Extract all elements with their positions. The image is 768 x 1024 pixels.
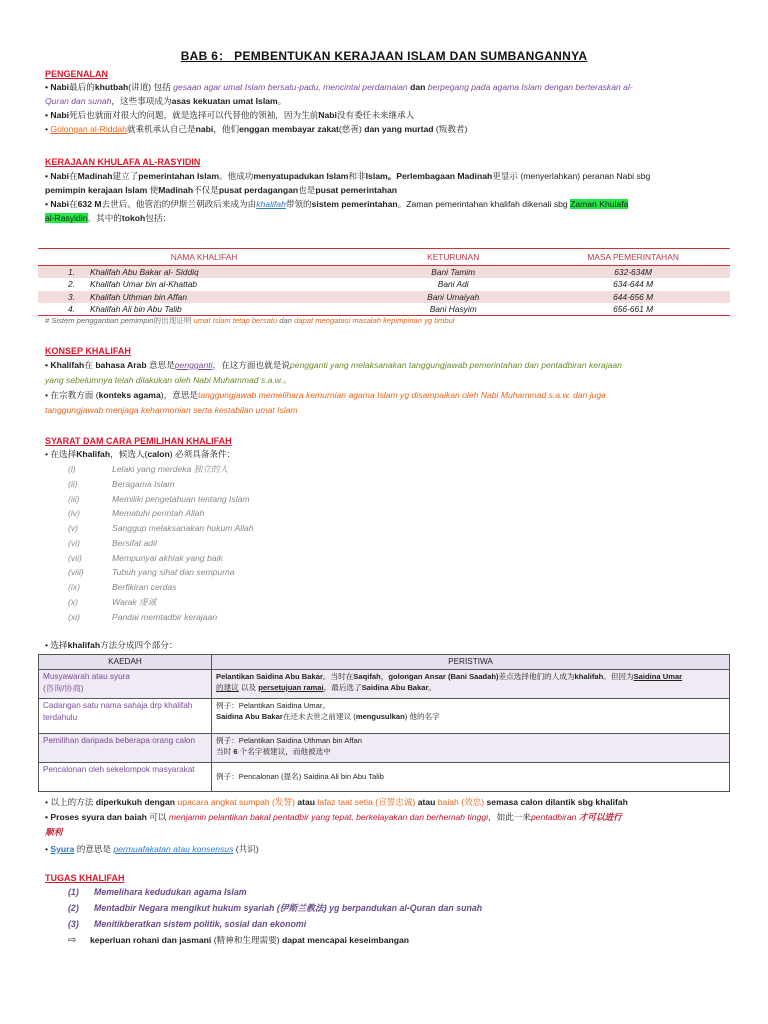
text: 例子：Pelantikan Saidina Uthman bin Affan xyxy=(216,735,362,745)
khulafa-line-4 xyxy=(45,212,725,224)
list-item xyxy=(68,537,157,549)
item-number: (ix) xyxy=(68,582,80,592)
text: Saidina Abu Bakar xyxy=(216,711,283,721)
text: tanggungjawab menjaga keharmonian serta kestabilan umat Islam xyxy=(45,405,298,415)
text: )，意思是 xyxy=(160,390,198,400)
text: 的意思是 xyxy=(76,844,112,854)
text: Nabi xyxy=(318,110,337,120)
list-item xyxy=(68,478,175,490)
text: 可以 xyxy=(149,812,167,822)
text: gesaan agar umat Islam bersatu-padu, mencintai perdamaian xyxy=(173,82,408,92)
page-title: BAB 6： PEMBENTUKAN KERAJAAN ISLAM DAN SUMBANGANNYA xyxy=(180,49,588,63)
keturunan-cell: Bani Adi xyxy=(437,279,469,290)
list-item xyxy=(68,902,482,915)
table-row xyxy=(38,303,730,316)
text: sistem pemerintahan xyxy=(311,199,398,209)
text: • 在宗教方面 ( xyxy=(45,390,99,400)
golongan-al-riddah-link[interactable]: Golongan al-Riddah xyxy=(50,124,127,134)
khalifah-name-cell xyxy=(38,303,370,316)
konsep-line-3 xyxy=(45,389,725,401)
text: enggan membayar zakat xyxy=(239,124,339,134)
text: bahasa Arab xyxy=(95,360,147,370)
tugas-result-line xyxy=(68,934,748,949)
text: 。但因为 xyxy=(603,671,634,681)
text: Saidina Abu Bakar xyxy=(361,682,429,692)
text: khalifah xyxy=(574,671,604,681)
text: (叛教者) xyxy=(433,124,468,134)
col-header-kaedah: KAEDAH xyxy=(39,655,212,670)
text: Khalifah xyxy=(76,449,111,459)
table-row xyxy=(38,266,730,279)
text: asas kekuatan umat Islam xyxy=(171,96,278,106)
khalifah-name: Khalifah Umar bin al-Khattab xyxy=(90,279,198,290)
peristiwa-cell xyxy=(212,733,730,762)
item-text: Lelaki yang merdeka 独立的人 xyxy=(112,464,229,474)
section-heading-konsep: KONSEP KHALIFAH xyxy=(45,346,131,356)
item-number: (1) xyxy=(68,887,79,897)
item-number: (xi) xyxy=(68,612,80,622)
syura-link[interactable]: Syura xyxy=(50,844,75,854)
text: (讲道) 包括 xyxy=(128,82,171,92)
text: • Nabi xyxy=(45,171,70,181)
list-item xyxy=(68,611,217,623)
table-row xyxy=(39,698,730,733)
text: 的建议 xyxy=(216,682,239,692)
item-number: (x) xyxy=(68,597,79,607)
after-line-3 xyxy=(45,826,725,838)
item-number: (vii) xyxy=(68,553,82,563)
table-row xyxy=(39,669,730,698)
item-number: (ii) xyxy=(68,479,78,489)
text: pemerintahan Islam xyxy=(138,171,220,181)
item-text: Mempunyai akhlak yang baik xyxy=(112,553,223,563)
pengenalan-line-2 xyxy=(45,95,725,107)
text: 例子：Pelantikan Saidina Umar。 xyxy=(216,700,330,710)
item-text: Mentadbir Negara mengikut hukum syariah (伊斯兰教法) yg berpandukan al-Quran dan sunah xyxy=(94,903,483,913)
text: ，候选人( xyxy=(110,449,148,459)
khalifah-link[interactable]: khalifah xyxy=(256,199,286,209)
highlight-al-rasyidin: al-Rasyidin xyxy=(45,213,88,223)
khulafa-line-1 xyxy=(45,170,725,182)
khalifah-name-cell xyxy=(38,266,370,279)
text: • 在选择 xyxy=(45,449,77,459)
khulafa-line-3 xyxy=(45,198,725,210)
text: • xyxy=(45,124,51,134)
row-number: 2. xyxy=(68,279,75,290)
text: 和非 xyxy=(348,171,366,181)
pengganti-link[interactable]: pengganti xyxy=(174,360,213,370)
text: • Nabi xyxy=(45,82,70,92)
list-item xyxy=(68,522,254,534)
highlight-zaman-khulafa: Zaman Khulafa xyxy=(570,199,629,209)
kaedah-cell: Pencalonan oleh sekelompok masyarakat xyxy=(39,762,212,791)
text: (宣誓忠诚) xyxy=(375,797,416,807)
item-text: Bersifat adil xyxy=(112,538,157,548)
peristiwa-cell xyxy=(212,698,730,733)
kaedah-cell xyxy=(39,669,212,698)
item-text: Warak 虔诚 xyxy=(112,597,157,607)
list-item xyxy=(68,507,204,519)
list-item xyxy=(68,886,247,899)
pengenalan-line-3 xyxy=(45,109,725,121)
text: Saqifah xyxy=(353,671,381,681)
text: dan xyxy=(410,82,426,92)
text: semasa calon dilantik sbg khalifah xyxy=(486,797,628,807)
list-item xyxy=(68,918,306,931)
text: 包括： xyxy=(145,213,172,223)
item-number: (v) xyxy=(68,523,79,533)
text: diperkukuh dengan xyxy=(95,797,176,807)
text: 在 xyxy=(69,171,78,181)
text: 以及 xyxy=(240,682,257,692)
cara-pemilihan-table xyxy=(38,654,730,792)
text: atau xyxy=(297,797,316,807)
cara-intro xyxy=(45,639,725,651)
col-header-keturunan: KETURUNAN xyxy=(370,249,536,266)
text: 当时 xyxy=(216,746,232,756)
item-number: (iii) xyxy=(68,494,80,504)
text: keperluan rohani dan jasmani xyxy=(90,935,212,945)
text: pusat pemerintahan xyxy=(315,185,398,195)
text: persetujuan ramai xyxy=(258,682,324,692)
table-row xyxy=(39,762,730,791)
text: baiah xyxy=(437,797,459,807)
text: 就乘机承认自己是 xyxy=(126,124,196,134)
text: (咨询/协商) xyxy=(43,683,84,693)
keturunan-cell: Bani Umaiyah xyxy=(370,291,536,303)
text: tanggungjawab memelihara kemurnian agama Islam yg disampaikan oleh Nabi Muhammad s.a.w. dan juga xyxy=(197,390,606,400)
row-number: 3. xyxy=(68,291,75,302)
kaedah-cell: Pemilihan daripada beberapa orang calon xyxy=(39,733,212,762)
list-item xyxy=(68,566,235,578)
khalifah-name-cell xyxy=(38,278,370,290)
text: dan yang murtad xyxy=(364,124,434,134)
text: 。 xyxy=(428,682,437,692)
section-heading-pengenalan: PENGENALAN xyxy=(45,69,109,79)
text: 没有委任未来继承人 xyxy=(336,110,415,120)
text: 更显示 (menyerlahkan) peranan Nabi sbg xyxy=(492,171,651,181)
text: dapat mengatasi masalah kepimpinan yg timbul xyxy=(294,316,455,325)
after-line-1 xyxy=(45,796,725,808)
konsep-line-2 xyxy=(45,374,725,386)
item-number: (vi) xyxy=(68,538,80,548)
khalifah-table-note xyxy=(45,315,725,326)
section-heading-khulafa: KERAJAAN KHULAFA AL-RASYIDIN xyxy=(45,157,201,167)
text: • xyxy=(45,844,51,854)
text: 在还未去世之前建议 ( xyxy=(282,711,356,721)
khalifah-name: Khalifah Uthman bin Affan xyxy=(90,291,187,302)
text: 632 M xyxy=(77,199,102,209)
text: 意思是 xyxy=(148,360,175,370)
text: khutbah xyxy=(94,82,129,92)
text: 死后也就面对很大的问题，就是选择可以代替他的领袖，因为生前 xyxy=(69,110,319,120)
khalifah-name-cell xyxy=(38,291,370,303)
text: 。Perlembagaan Madinah xyxy=(387,171,493,181)
text: Madinah xyxy=(158,185,194,195)
text: ，如此一来 xyxy=(488,812,531,822)
text: • 以上的方法 xyxy=(45,797,94,807)
text: 顺利 xyxy=(45,827,63,837)
text: (精神和生理需要) xyxy=(211,935,282,945)
list-item xyxy=(68,581,176,593)
text: tokoh xyxy=(121,213,146,223)
peristiwa-cell: 例子：Pencalonan (提名) Saidina Ali bin Abu Talib xyxy=(212,762,730,791)
text: umat Islam tetap bersatu xyxy=(193,316,278,325)
text: dan xyxy=(279,316,292,325)
khalifah-name: Khalifah Abu Bakar al- Siddiq xyxy=(90,267,199,278)
item-number: (iv) xyxy=(68,508,80,518)
pengenalan-line-1 xyxy=(45,81,725,93)
item-text: Mematuhi perintah Allah xyxy=(112,508,205,518)
text: nabi xyxy=(195,124,214,134)
text: Madinah xyxy=(77,171,113,181)
text: pengganti yang melaksanakan tanggungjawab pemerintahan dan pentadbiran kerajaan xyxy=(289,360,622,370)
text: 。其中的 xyxy=(87,213,122,223)
text: 。 xyxy=(277,96,287,106)
text: 也是 xyxy=(298,185,316,195)
masa-cell: 644-656 M xyxy=(536,291,730,303)
text: 去世后。他管治的伊斯兰朝政后来成为由 xyxy=(101,199,257,209)
text: (共识) xyxy=(233,844,259,854)
text: lafaz taat setia xyxy=(317,797,373,807)
masa-cell: 632-634M xyxy=(536,266,730,279)
khulafa-line-2 xyxy=(45,184,725,196)
item-number: (2) xyxy=(68,903,79,913)
text: 6 xyxy=(233,746,238,756)
item-number: (3) xyxy=(68,919,79,929)
text: 使 xyxy=(149,185,159,195)
text: 在 xyxy=(69,199,78,209)
text: calon xyxy=(147,449,170,459)
pengenalan-line-4 xyxy=(45,123,725,135)
table-row xyxy=(38,278,730,290)
text: menyatupadukan Islam xyxy=(253,171,349,181)
text: • 选择 xyxy=(45,640,68,650)
list-item xyxy=(68,493,250,505)
text: atau xyxy=(417,797,436,807)
item-number: (viii) xyxy=(68,567,84,577)
after-line-2 xyxy=(45,811,725,823)
text: ，他们 xyxy=(213,124,240,134)
text: 才可以进行 xyxy=(578,812,622,822)
peristiwa-cell xyxy=(212,669,730,698)
text: (效忠) xyxy=(461,797,485,807)
text: ，这些事项成为 xyxy=(111,96,172,106)
item-text: Pandai memtadbir kerajaan xyxy=(112,612,218,622)
text: (发誓) xyxy=(272,797,295,807)
text: ) 必须具备条件： xyxy=(169,449,236,459)
item-text: Berfikiran cerdas xyxy=(112,582,177,592)
list-item xyxy=(68,552,223,564)
text: 在 xyxy=(84,360,93,370)
item-text: Beragama Islam xyxy=(112,479,175,489)
syarat-intro xyxy=(45,448,725,460)
keturunan-cell: Bani Tamim xyxy=(370,266,536,279)
masa-cell: 634-644 M xyxy=(613,279,654,290)
kaedah-cell: Cadangan satu nama sahaja drp khalifah terdahulu xyxy=(39,698,212,733)
text: Saidina Umar xyxy=(633,671,683,681)
text: khalifah xyxy=(67,640,101,650)
text: 个名字被建议，而他被选中 xyxy=(239,746,331,756)
col-header-peristiwa: PERISTIWA xyxy=(212,655,730,670)
text: berpegang pada agama Islam dengan berteraskan al- xyxy=(427,82,633,92)
item-number: (i) xyxy=(68,464,76,474)
table-row xyxy=(38,291,730,303)
konsep-line-4 xyxy=(45,404,725,416)
text: upacara angkat sumpah xyxy=(177,797,270,807)
keturunan-cell: Bani Hasyim xyxy=(429,303,477,314)
permuafakatan-link[interactable]: permuafakatan atau konsensus xyxy=(113,844,234,854)
text: ，在这方面也就是说 xyxy=(212,360,290,370)
text: pemimpin kerajaan Islam xyxy=(45,185,148,195)
col-header-masa: MASA PEMERINTAHAN xyxy=(536,249,730,266)
text: yang sebelumnya telah dilakukan oleh Nabi Muhammad s.a.w.。 xyxy=(45,375,292,385)
text: ， xyxy=(380,671,389,681)
text: • Nabi xyxy=(45,110,70,120)
text: # Sistem penggantian pemimpin xyxy=(45,316,154,325)
text: 最后的 xyxy=(69,82,95,92)
text: • Khalifah xyxy=(45,360,85,370)
arrow-right-icon: ⇨ xyxy=(68,935,77,946)
row-number: 4. xyxy=(68,303,75,314)
khalifah-table xyxy=(38,248,730,316)
item-text: Memelihara kedudukan agama Islam xyxy=(94,887,247,897)
text: golongan Ansar (Bani Saadah) xyxy=(388,671,499,681)
text: 不仅是 xyxy=(193,185,219,195)
list-item xyxy=(68,596,156,608)
text: Islam xyxy=(365,171,388,181)
table-row xyxy=(39,733,730,762)
text: pentadbiran xyxy=(531,812,577,822)
section-heading-syarat: SYARAT DAM CARA PEMILIHAN KHALIFAH xyxy=(45,436,232,446)
text: konteks agama xyxy=(98,390,161,400)
text: 带领的 xyxy=(285,199,312,209)
text: 。Zaman pemerintahan khalifah dikenali sbg xyxy=(397,199,571,209)
text: 。他成功 xyxy=(219,171,254,181)
text: • Nabi xyxy=(45,199,70,209)
text: mengusulkan xyxy=(355,711,405,721)
konsep-line-1 xyxy=(45,359,725,371)
text: (慈善) xyxy=(338,124,365,134)
after-line-4 xyxy=(45,843,725,855)
text: Quran dan sunah xyxy=(45,96,112,106)
text: 的出现证明 xyxy=(153,316,192,325)
text: ，最后选了 xyxy=(323,682,362,692)
text: 方法分成四个部分： xyxy=(100,640,178,650)
list-item xyxy=(68,463,228,475)
masa-cell: 656-661 M xyxy=(613,303,654,314)
item-text: Menitikberatkan sistem politik, sosial dan ekonomi xyxy=(94,919,307,929)
text: 差点选择他们的人成为 xyxy=(498,671,575,681)
text: 建立了 xyxy=(112,171,139,181)
text: 。当时在 xyxy=(322,671,354,681)
row-number: 1. xyxy=(68,267,75,278)
text: menjamin pelantikan bakal pentadbir yang tepat, berkelayakan dan berhemah tinggi xyxy=(168,812,489,822)
text: • Proses syura dan baiah xyxy=(45,812,147,822)
text: Pelantikan Saidina Abu Bakar xyxy=(216,671,323,681)
section-heading-tugas: TUGAS KHALIFAH xyxy=(45,873,125,883)
col-header-nama: NAMA KHALIFAH xyxy=(38,249,370,266)
khalifah-name: Khalifah Ali bin Abu Talib xyxy=(90,303,182,314)
item-text: Memiliki pengetahuan tentang Islam xyxy=(112,494,250,504)
item-text: Tubuh yang sihat dan sempurna xyxy=(112,567,235,577)
text: ) 他的名字 xyxy=(404,711,440,721)
item-text: Sanggup melaksanakan hukum Allah xyxy=(112,523,254,533)
text: Musyawarah atau syura xyxy=(43,671,130,681)
text: dapat mencapai keseimbangan xyxy=(281,935,410,945)
text: pusat perdagangan xyxy=(218,185,299,195)
